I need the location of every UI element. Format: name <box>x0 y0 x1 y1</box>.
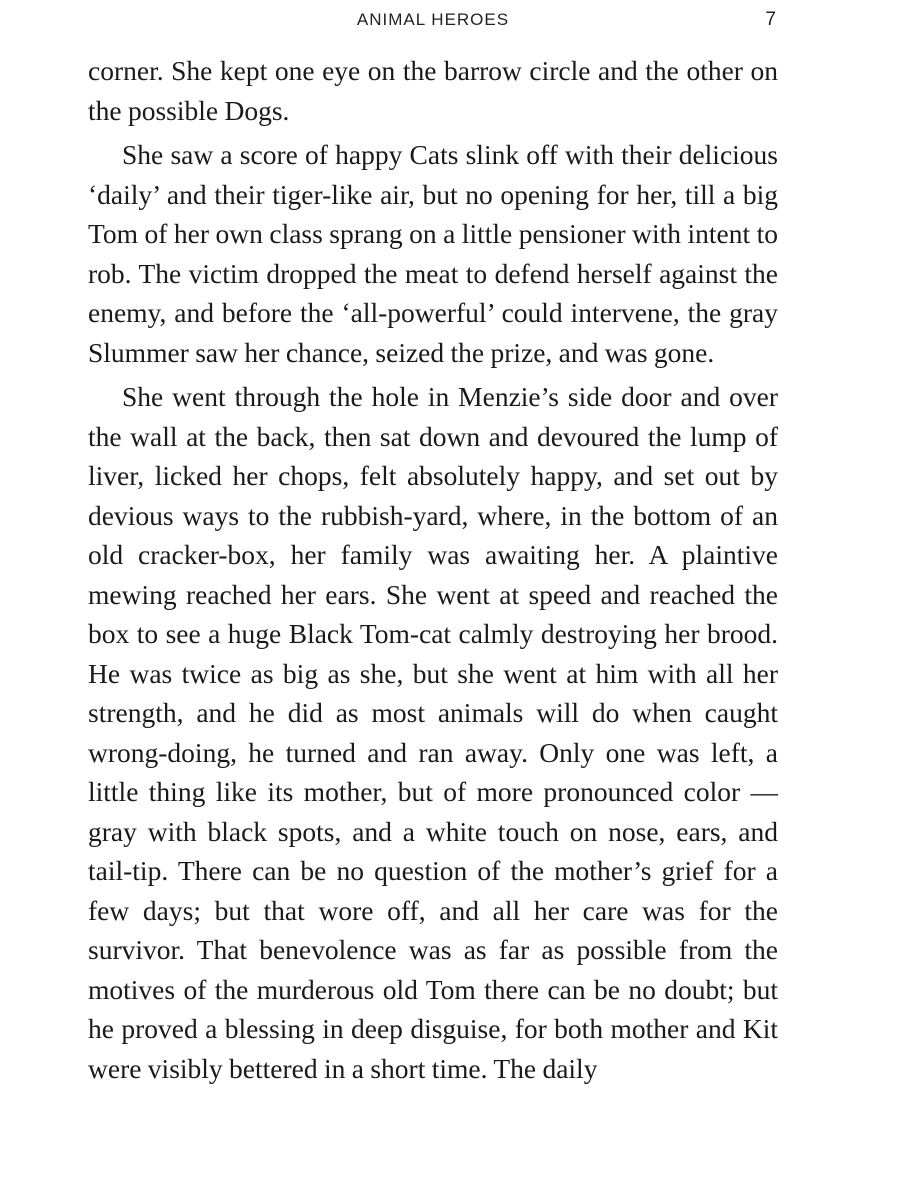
paragraph: She saw a score of happy Cats slink off with their delicious ‘daily’ and their tiger-like air, but no opening for her, till a big Tom of her own class sprang on a little pensioner with intent to rob. The victim dropped the meat to defend herself against the enemy, and before the ‘all-powerful’ could intervene, the gray Slummer saw her chance, seized the prize, and was gone. <box>88 139 778 368</box>
running-title: ANIMAL HEROES <box>356 10 510 29</box>
page-number: 7 <box>765 9 776 30</box>
paragraph: She went through the hole in Menzie’s side door and over the wall at the back, then sat down and devoured the lump of liver, licked her chops, felt absolutely happy, and set out by devious ways to the rubbish-yard, where, in the bottom of an old cracker-box, her family was awaiting her. A plaintive mewing reached her ears. She went at speed and reached the box to see a huge Black Tom-cat calmly destroying her brood. He was twice as big as she, but she went at him with all her strength, and he did as most animals will do when caught wrong-doing, he turned and ran away. Only one was left, a little thing like its mother, but of more pronounced color — gray with black spots, and a white touch on nose, ears, and tail-tip. There can be no question of the mother’s grief for a few days; but that wore off, and all her care was for the survivor. That benevolence was as far as possible from the motives of the murderous old Tom there can be no doubt; but he proved a blessing in deep disguise, for both mother and Kit were visibly bettered in a short time. The daily <box>88 381 778 1084</box>
body-text <box>88 51 778 1093</box>
running-header <box>0 8 900 34</box>
paragraph-continued: corner. She kept one eye on the barrow circle and the other on the possible Dogs. <box>88 55 778 126</box>
